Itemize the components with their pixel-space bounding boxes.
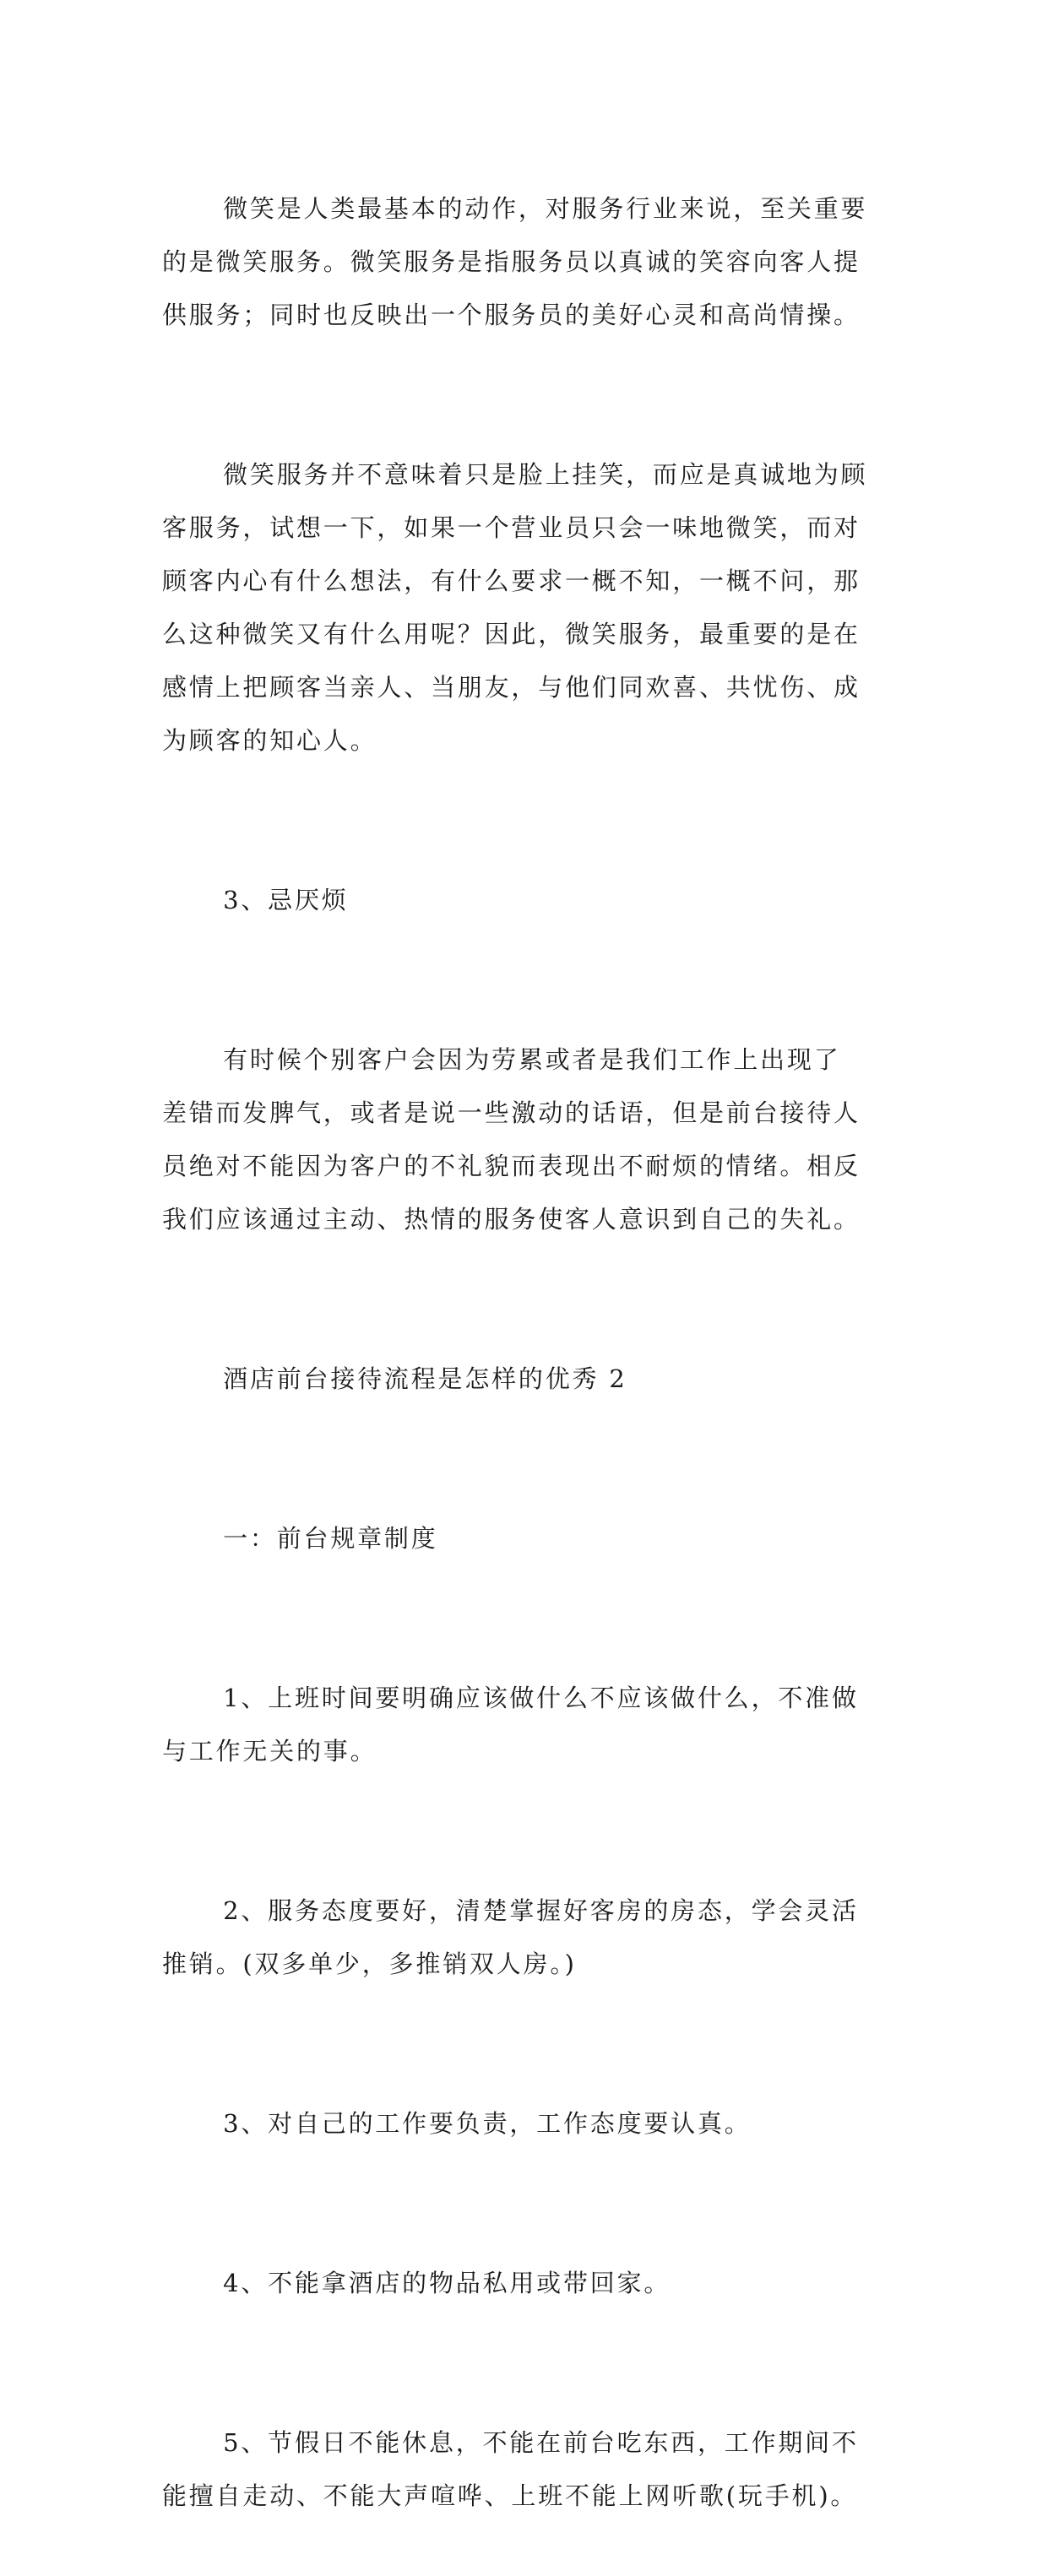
text-line: 为顾客的知心人。 [162, 726, 377, 755]
text-line: 供服务；同时也反映出一个服务员的美好心灵和高尚情操。 [162, 301, 861, 329]
document-title-part-2 [162, 1299, 905, 1459]
rule-item-3 [162, 2044, 905, 2204]
text-line: 3、忌厌烦 [223, 886, 349, 914]
text-line: 微笑是人类最基本的动作，对服务行业来说，至关重要 [223, 194, 868, 223]
rule-item-4 [162, 2204, 905, 2363]
text-line: 我们应该通过主动、热情的服务使客人意识到自己的失礼。 [162, 1205, 861, 1234]
text-line: 一：前台规章制度 [223, 1524, 438, 1553]
paragraph-smile-definition [162, 129, 905, 395]
text-line: 3、对自己的工作要负责，工作态度要认真。 [223, 2109, 752, 2138]
section-heading-rules [162, 1459, 905, 1619]
text-line: 推销。(双多单少，多推销双人房。) [162, 1950, 577, 1978]
rule-item-1 [162, 1619, 905, 1831]
section-heading-avoid-impatience [162, 821, 905, 980]
text-line: 客服务，试想一下，如果一个营业员只会一味地微笑，而对 [162, 513, 861, 542]
document-body [162, 129, 905, 2576]
text-line: 5、节假日不能休息，不能在前台吃东西，工作期间不 [223, 2428, 859, 2457]
text-line: 酒店前台接待流程是怎样的优秀 2 [223, 1364, 627, 1393]
paragraph-customer-temper [162, 980, 905, 1299]
text-line: 微笑服务并不意味着只是脸上挂笑，而应是真诚地为顾 [223, 460, 868, 489]
text-line: 有时候个别客户会因为劳累或者是我们工作上出现了 [223, 1045, 841, 1074]
rule-item-2 [162, 1831, 905, 2044]
text-line: 的是微笑服务。微笑服务是指服务员以真诚的笑容向客人提 [162, 247, 861, 276]
paragraph-smile-sincerity [162, 395, 905, 821]
text-line: 2、服务态度要好，清楚掌握好客房的房态，学会灵活 [223, 1896, 859, 1925]
text-line: 与工作无关的事。 [162, 1737, 377, 1765]
rule-item-5 [162, 2363, 905, 2576]
text-line: 感情上把顾客当亲人、当朋友，与他们同欢喜、共忧伤、成 [162, 673, 861, 702]
text-line: 么这种微笑又有什么用呢？因此，微笑服务，最重要的是在 [162, 620, 861, 648]
text-line: 4、不能拿酒店的物品私用或带回家。 [223, 2269, 671, 2297]
text-line: 能擅自走动、不能大声喧哗、上班不能上网听歌(玩手机)。 [162, 2481, 858, 2510]
text-line: 员绝对不能因为客户的不礼貌而表现出不耐烦的情绪。相反 [162, 1152, 861, 1180]
text-line: 1、上班时间要明确应该做什么不应该做什么，不准做 [223, 1684, 859, 1712]
text-line: 顾客内心有什么想法，有什么要求一概不知，一概不问，那 [162, 567, 861, 595]
text-line: 差错而发脾气，或者是说一些激动的话语，但是前台接待人 [162, 1098, 861, 1127]
